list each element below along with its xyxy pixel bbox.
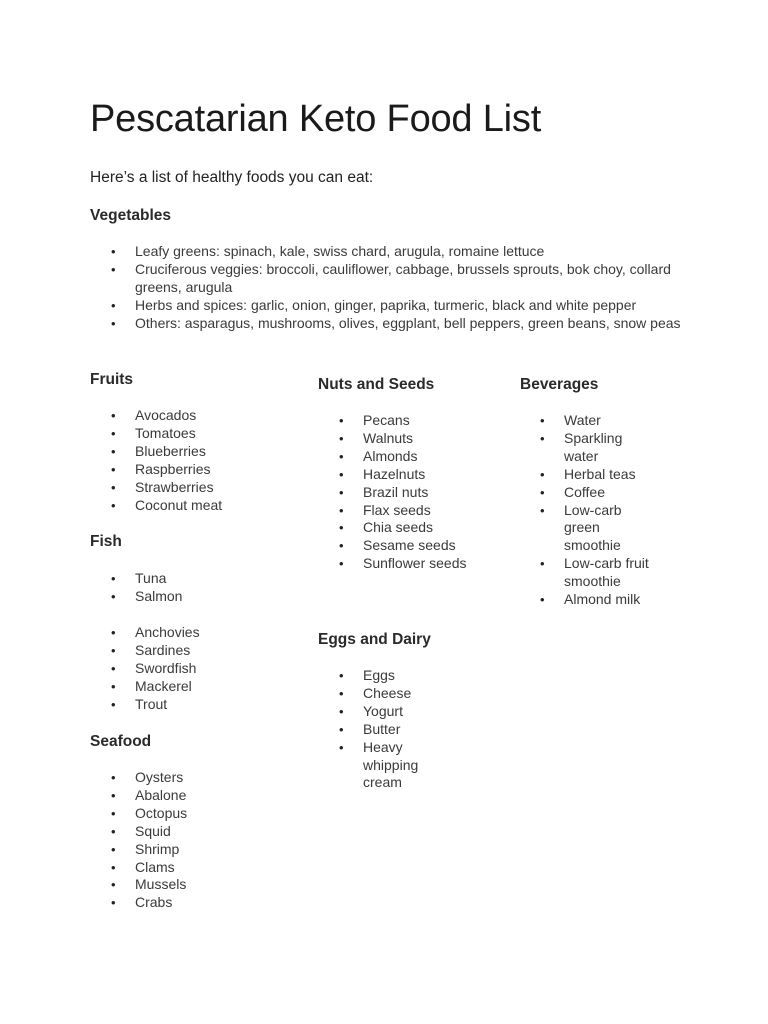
list-item: • Pecans [318,412,478,430]
intro-text: Here’s a list of healthy foods you can eat: [90,169,374,186]
list-item: • Heavy whipping cream [318,739,448,793]
fish-list-continued [90,624,290,714]
list-item: • Flax seeds [318,502,478,520]
list-item: • Brazil nuts [318,484,478,502]
list-item: • Trout [90,696,290,714]
fruits-heading: Fruits [90,371,134,388]
list-item: • Butter [318,721,448,739]
vegetables-heading: Vegetables [90,207,171,224]
list-item: • Sesame seeds [318,537,478,555]
list-item: • Chia seeds [318,519,478,537]
list-item: • Tomatoes [90,425,290,443]
fish-list [90,570,290,606]
list-item: • Sardines [90,642,290,660]
list-item: • Leafy greens: spinach, kale, swiss chard, arugula, romaine lettuce [90,243,690,261]
list-item: • Mackerel [90,678,290,696]
eggs-dairy-heading: Eggs and Dairy [318,631,431,648]
list-item: • Cruciferous veggies: broccoli, cauliflower, cabbage, brussels sprouts, bok choy, collard greens, arugula [90,261,690,297]
list-item: • Anchovies [90,624,290,642]
list-item: • Walnuts [318,430,478,448]
seafood-list [90,769,290,912]
list-item: • Strawberries [90,479,290,497]
nuts-seeds-heading: Nuts and Seeds [318,376,435,393]
seafood-heading: Seafood [90,733,152,750]
fruits-list [90,407,290,514]
list-item: • Low-carb fruit smoothie [519,555,664,591]
list-item: • Almond milk [519,591,664,609]
list-item: • Avocados [90,407,290,425]
list-item: • Mussels [90,876,290,894]
page-title: Pescatarian Keto Food List [90,98,542,140]
list-item: • Abalone [90,787,290,805]
list-item: • Eggs [318,667,448,685]
list-item: • Salmon [90,588,290,606]
beverages-list [519,412,664,609]
vegetables-list [90,243,690,333]
list-item: • Raspberries [90,461,290,479]
list-item: • Cheese [318,685,448,703]
list-item: • Shrimp [90,841,290,859]
fish-heading: Fish [90,533,122,550]
list-item: • Coffee [519,484,664,502]
list-item: • Swordfish [90,660,290,678]
list-item: • Sunflower seeds [318,555,478,573]
list-item: • Octopus [90,805,290,823]
eggs-dairy-list [318,667,448,792]
beverages-heading: Beverages [520,376,599,393]
list-item: • Yogurt [318,703,448,721]
list-item: • Hazelnuts [318,466,478,484]
list-item: • Herbal teas [519,466,664,484]
list-item: • Tuna [90,570,290,588]
list-item: • Low-carb green smoothie [519,502,664,556]
list-item: • Herbs and spices: garlic, onion, ginger, paprika, turmeric, black and white pepper [90,297,690,315]
nuts-seeds-list [318,412,478,573]
list-item: • Others: asparagus, mushrooms, olives, eggplant, bell peppers, green beans, snow peas [90,315,690,333]
list-item: • Almonds [318,448,478,466]
list-item: • Oysters [90,769,290,787]
list-item: • Blueberries [90,443,290,461]
list-item: • Crabs [90,894,290,912]
list-item: • Water [519,412,664,430]
list-item: • Clams [90,859,290,877]
list-item: • Sparkling water [519,430,664,466]
list-item: • Coconut meat [90,497,290,515]
list-item: • Squid [90,823,290,841]
